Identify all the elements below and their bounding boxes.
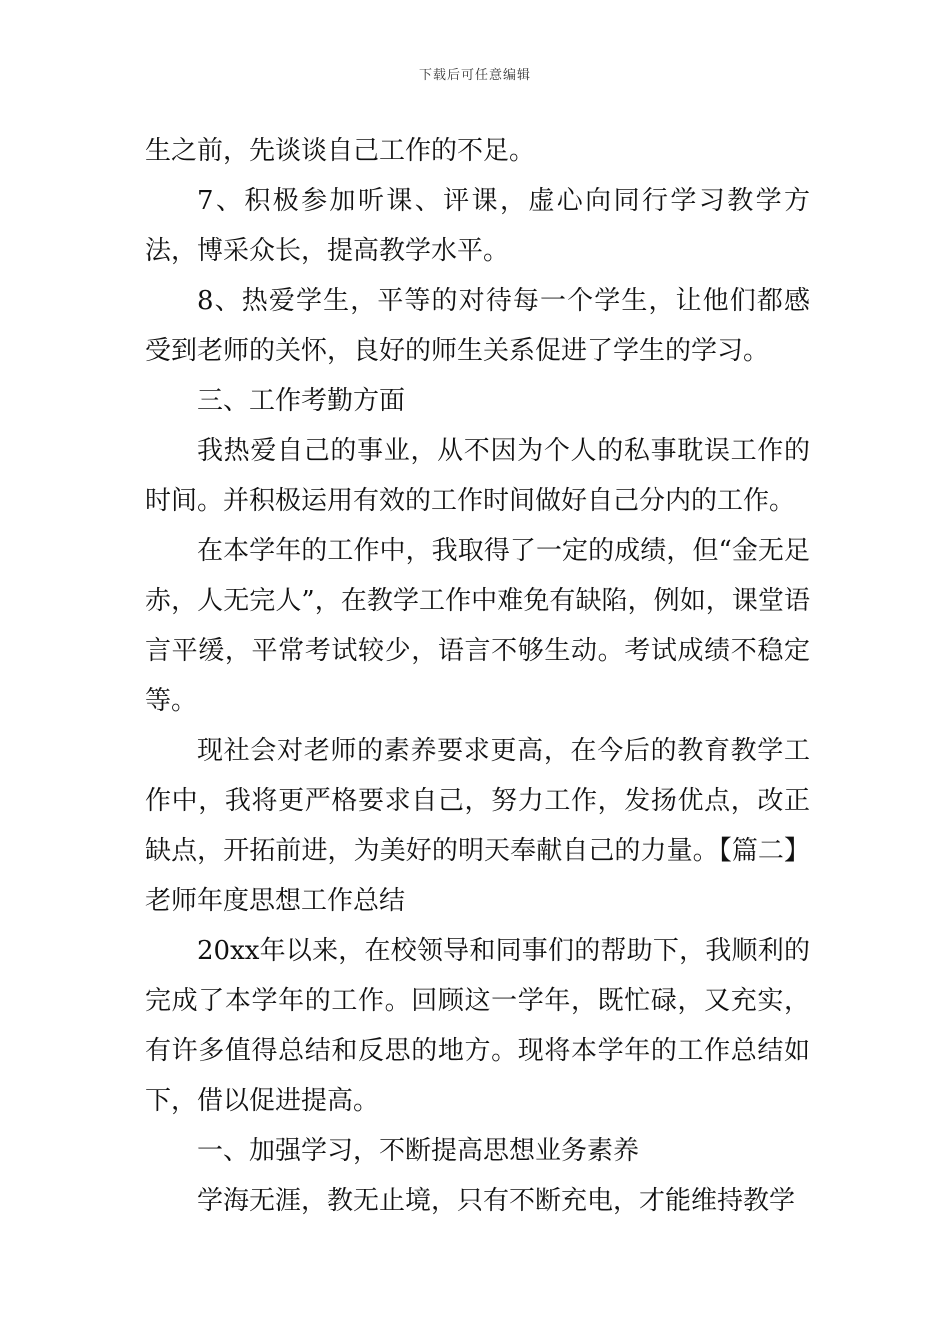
section-heading-study: 一、加强学习，不断提高思想业务素养 xyxy=(197,1136,640,1166)
document-body xyxy=(145,126,810,1226)
paragraph-2: 7、积极参加听课、评课，虚心向同行学习教学方法，博采众长，提高教学水平。 xyxy=(145,186,810,266)
paragraph-5: 我热爱自己的事业，从不因为个人的私事耽误工作的时间。并积极运用有效的工作时间做好自己分内的工作。 xyxy=(145,436,810,516)
section-heading-attendance: 三、工作考勤方面 xyxy=(197,386,406,416)
paragraph-8: 20xx年以来，在校领导和同事们的帮助下，我顺利的完成了本学年的工作。回顾这一学年，既忙碌，又充实，有许多值得总结和反思的地方。现将本学年的工作总结如下，借以促进提高。 xyxy=(145,936,810,1116)
paragraph-6: 在本学年的工作中，我取得了一定的成绩，但“金无足赤，人无完人”，在教学工作中难免有缺陷，例如，课堂语言平缓，平常考试较少，语言不够生动。考试成绩不稳定等。 xyxy=(145,536,810,716)
paragraph-10: 学海无涯，教无止境，只有不断充电，才能维持教学 xyxy=(197,1186,796,1216)
page-header: 下载后可任意编辑 xyxy=(418,68,531,83)
paragraph-3: 8、热爱学生，平等的对待每一个学生，让他们都感受到老师的关怀，良好的师生关系促进了学生的学习。 xyxy=(145,286,810,366)
paragraph-1: 生之前，先谈谈自己工作的不足。 xyxy=(145,136,536,166)
paragraph-7: 现社会对老师的素养要求更高，在今后的教育教学工作中，我将更严格要求自己，努力工作，发扬优点，改正缺点，开拓前进，为美好的明天奉献自己的力量。【篇二】老师年度思想工作总结 xyxy=(145,736,810,916)
